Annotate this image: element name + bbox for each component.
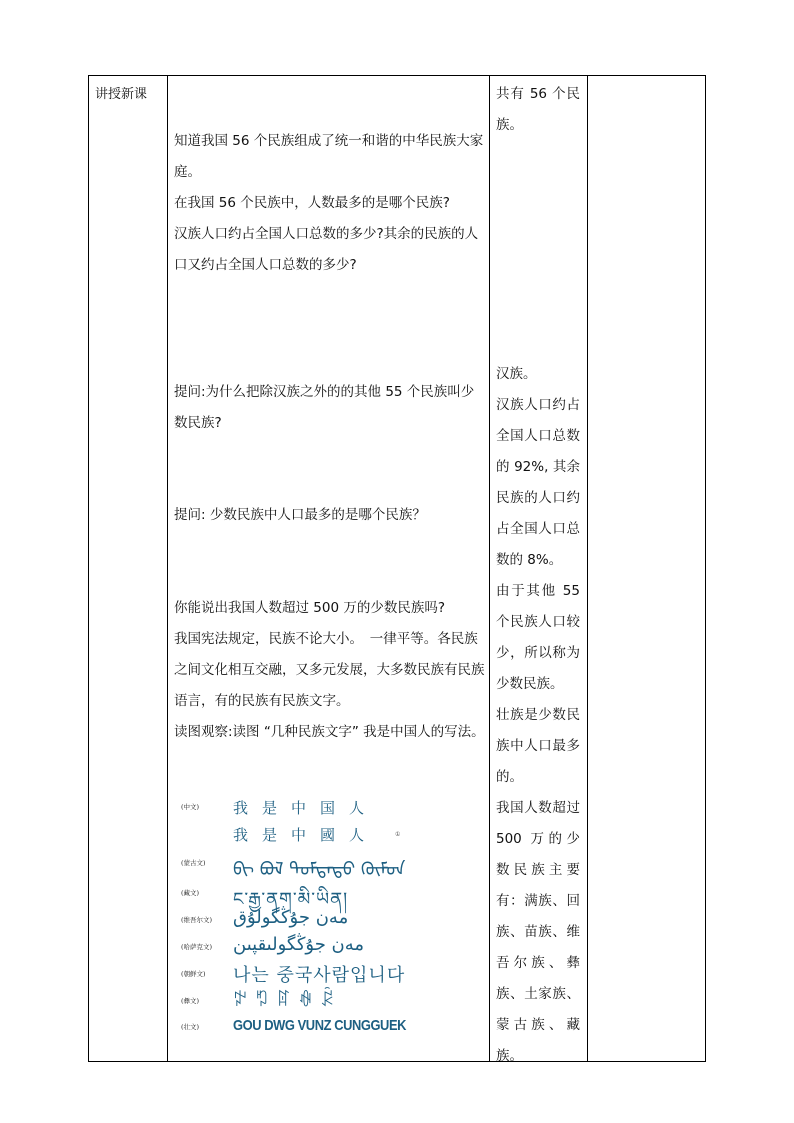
figure-row-label: (彝文) xyxy=(181,997,200,1005)
student-paragraph: 共有 56 个民族。 xyxy=(496,86,580,133)
student-paragraph: 汉族。 xyxy=(496,366,537,382)
figure-row-script: ང་རྒྱ་ནག་མི་ཡིན། xyxy=(233,889,349,910)
column-divider-3 xyxy=(587,76,588,1061)
figure-row-script: ꉢ ꑳ ꍏ ꊿ ꂯ xyxy=(233,990,336,1011)
figure-row-script: مەن جۇڭگولۇق xyxy=(233,907,349,928)
student-text-block-1 xyxy=(496,79,580,141)
teacher-paragraph: 汉族人口约占全国人口总数的多少?其余的民族的人口又约占全国人口总数的多少? xyxy=(174,226,479,273)
figure-row-script: 나는 중국사람입니다 xyxy=(233,965,406,986)
figure-row-label: (蒙古文) xyxy=(181,859,206,867)
figure-row xyxy=(181,934,411,960)
figure-row-script: 我是中國人 xyxy=(233,826,379,844)
figure-row xyxy=(181,821,411,847)
figure-row-script: مەن جۇڭگولىقپىن xyxy=(233,934,365,955)
lesson-table xyxy=(88,75,706,1062)
teacher-paragraph: 知道我国 56 个民族组成了统一和谐的中华民族大家庭。 xyxy=(174,133,484,180)
figure-row-label: (朝鲜文) xyxy=(181,970,206,978)
student-text-block-2 xyxy=(496,359,580,1072)
figure-row-label: (维吾尔文) xyxy=(181,916,213,924)
teacher-text-block-3 xyxy=(174,500,486,531)
teacher-paragraph: 提问: 少数民族中人口最多的是哪个民族？ xyxy=(174,507,426,523)
figure-row xyxy=(181,907,411,933)
figure-row-label: (壮文) xyxy=(181,1023,200,1031)
column-divider-2 xyxy=(489,76,490,1061)
figure-row xyxy=(181,961,411,987)
figure-row-label: (哈萨克文) xyxy=(181,943,213,951)
figure-row-label: (中文) xyxy=(181,803,200,811)
teacher-paragraph: 提问:为什么把除汉族之外的的其他 55 个民族叫少数民族? xyxy=(174,384,475,431)
figure-row-label: (藏文) xyxy=(181,889,200,897)
student-paragraph: 我国人数超过 500 万的少数民族主要有：满族、回族、苗族、维吾尔族、彝族、土家族、蒙古族、藏族。 xyxy=(496,800,580,1064)
figure-footnote-mark: ① xyxy=(395,831,401,838)
teacher-paragraph: 你能说出我国人数超过 500 万的少数民族吗? xyxy=(174,600,446,616)
figure-row-script: GOU DWG VUNZ CUNGGUEK xyxy=(233,1017,407,1034)
ethnic-scripts-figure xyxy=(181,794,411,1044)
teacher-paragraph: 我国宪法规定，民族不论大小。 一律平等。各民族之间文化相互交融，又多元发展，大多数民族有民族语言，有的民族有民族文字。 xyxy=(174,631,485,709)
figure-row-script: 我是中国人 xyxy=(233,799,379,817)
figure-row xyxy=(181,1014,411,1040)
teacher-paragraph: 读图观察:读图 “几种民族文字” 我是中国人的写法。 xyxy=(174,724,485,740)
teacher-text-block-1 xyxy=(174,126,486,281)
teacher-text-block-4 xyxy=(174,593,486,748)
column-divider-1 xyxy=(167,76,168,1061)
row-label: 讲授新课 xyxy=(95,87,148,102)
figure-row xyxy=(181,850,411,880)
figure-row xyxy=(181,794,411,820)
figure-row xyxy=(181,880,411,910)
figure-row xyxy=(181,988,411,1014)
student-paragraph: 由于其他 55 个民族人口较少，所以称为少数民族。 xyxy=(496,583,580,692)
figure-row-script: ᠪᠢ ᠪᠣᠯ ᠳᠤᠮᠳᠠᠳᠤ ᠬᠦᠮᠦᠨ xyxy=(233,859,406,880)
student-paragraph: 汉族人口约占全国人口总数的 92%, 其余民族的人口约占全国人口总数的 8%。 xyxy=(496,397,580,568)
student-paragraph: 壮族是少数民族中人口最多的。 xyxy=(496,707,580,785)
teacher-text-block-2 xyxy=(174,377,486,439)
teacher-paragraph: 在我国 56 个民族中，人数最多的是哪个民族? xyxy=(174,195,450,211)
